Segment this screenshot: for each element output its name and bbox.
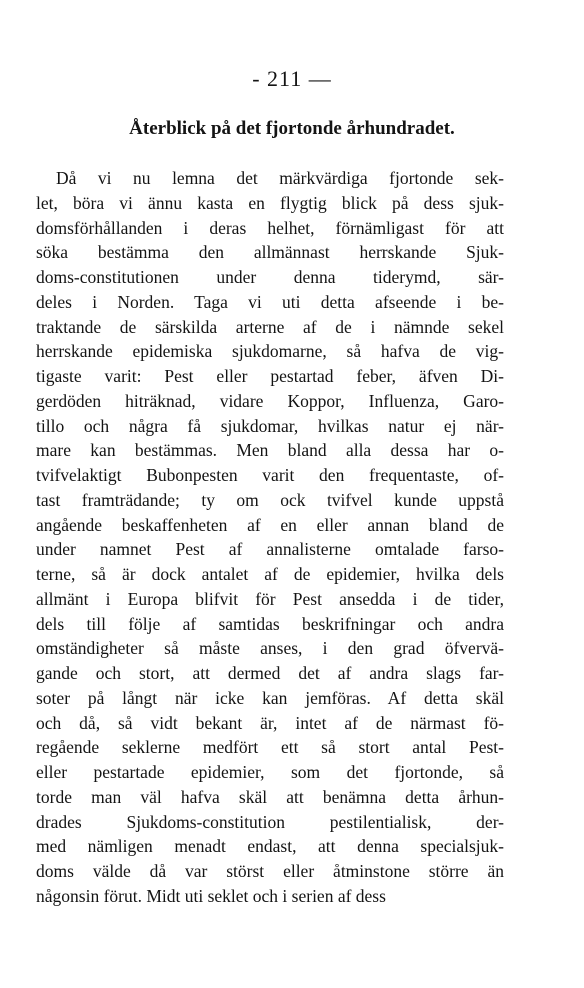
body-text bbox=[36, 166, 504, 909]
text-line: terne, så är dock antalet af de epidemier, hvilka dels bbox=[36, 564, 504, 584]
text-line: eller pestartade epidemier, som det fjortonde, så bbox=[36, 762, 504, 782]
text-line: traktande de särskilda arterne af de i nämnde sekel bbox=[36, 316, 504, 337]
text-line: tigaste varit: Pest eller pestartad feber, äfven Di- bbox=[36, 366, 504, 386]
text-line: söka bestämma den allmännast herrskande Sjuk- bbox=[36, 242, 504, 263]
page-number: - 211 — bbox=[252, 66, 332, 91]
text-line: angående beskaffenheten af en eller annan bland de bbox=[36, 514, 504, 535]
text-line: mare kan bestämmas. Men bland alla dessa har o- bbox=[36, 440, 504, 461]
text-line: regående seklerne medfört ett så stort antal Pest- bbox=[36, 737, 504, 758]
text-line: och då, så vidt bekant är, intet af de närmast fö- bbox=[36, 712, 504, 733]
text-line: tast framträdande; ty om ock tvifvel kunde uppstå bbox=[36, 489, 504, 510]
text-line: under namnet Pest af annalisterne omtalade farso- bbox=[36, 539, 504, 560]
text-line: gerdöden hiträknad, vidare Koppor, Influenza, Garo- bbox=[36, 390, 504, 411]
text-line: Då vi nu lemna det märkvärdiga fjortonde sek- bbox=[56, 168, 504, 188]
text-line: doms välde då var störst eller åtminstone större än bbox=[36, 861, 504, 881]
text-line: med nämligen menadt endast, att denna specialsjuk- bbox=[36, 836, 504, 857]
text-line: dels till följe af samtidas beskrifningar och andra bbox=[36, 613, 504, 634]
text-line: gande och stort, att dermed det af andra slags far- bbox=[36, 663, 504, 683]
text-line: torde man väl hafva skäl att benämna detta århun- bbox=[36, 786, 504, 807]
text-line: tillo och några få sjukdomar, hvilkas natur ej när- bbox=[36, 415, 504, 436]
text-line: deles i Norden. Taga vi uti detta afseende i be- bbox=[36, 291, 504, 312]
text-line: domsförhållanden i deras helhet, förnämligast för att bbox=[36, 217, 504, 238]
text-line: tvifvelaktigt Bubonpesten varit den frequentaste, of- bbox=[36, 465, 504, 485]
text-line: omständigheter så måste anses, i den grad öfvervä- bbox=[36, 638, 504, 659]
text-line: drades Sjukdoms-constitution pestilentialisk, der- bbox=[36, 811, 504, 832]
text-line: let, böra vi ännu kasta en flygtig blick på dess sjuk- bbox=[36, 192, 504, 213]
text-line: doms-constitutionen under denna tiderymd, sär- bbox=[36, 267, 504, 287]
text-line: herrskande epidemiska sjukdomarne, så hafva de vig- bbox=[36, 341, 504, 362]
text-line: någonsin förut. Midt uti seklet och i serien af dess bbox=[36, 885, 386, 906]
section-heading: Återblick på det fjortonde århundradet. bbox=[129, 118, 455, 139]
text-line: allmänt i Europa blifvit för Pest ansedda i de tider, bbox=[36, 588, 504, 609]
text-line: soter på långt när icke kan jemföras. Af detta skäl bbox=[36, 687, 504, 708]
